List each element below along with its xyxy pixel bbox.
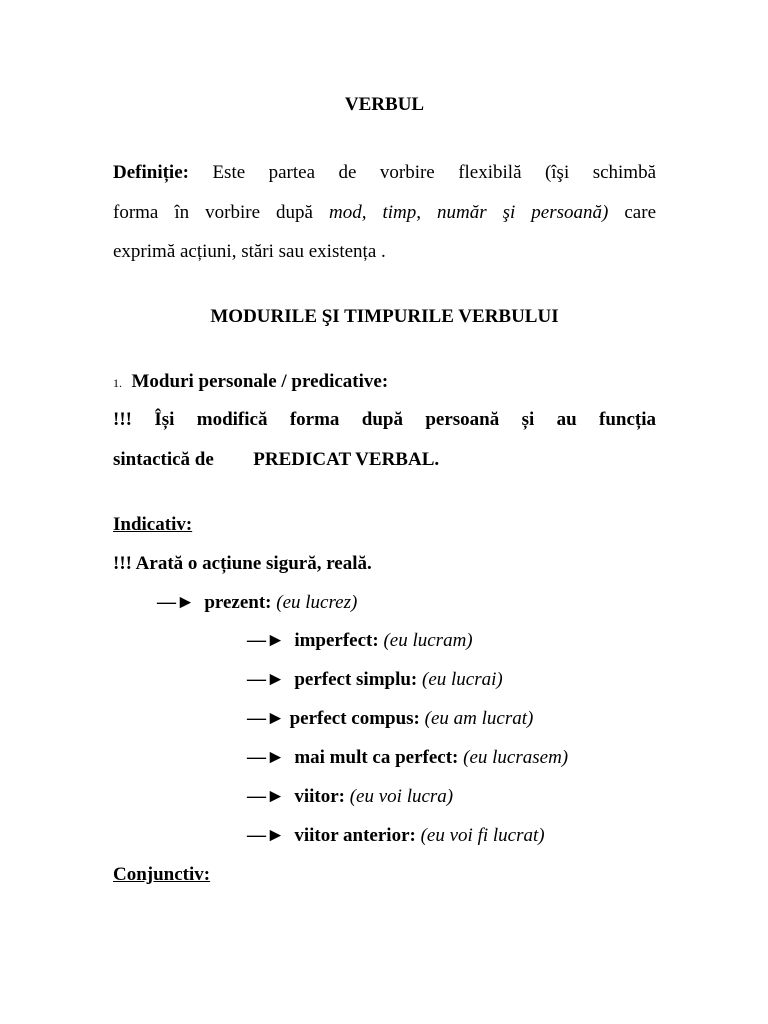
arrow-right-icon: —► <box>247 708 285 729</box>
definition-text-1: Este partea de vorbire flexibilă (îşi schimbă <box>212 162 657 183</box>
indicativ-heading: Indicativ: <box>113 514 193 535</box>
tense-example: (eu am lucrat) <box>424 708 534 729</box>
moduri-note-line-2 <box>113 448 656 472</box>
section-title: MODURILE ŞI TIMPURILE VERBULUI <box>210 306 559 327</box>
tense-example: (eu lucrez) <box>276 592 358 613</box>
definition-line-2 <box>113 201 656 225</box>
tense-example: (eu voi fi lucrat) <box>420 825 545 846</box>
tense-name: imperfect: <box>294 630 379 651</box>
tense-item <box>247 785 768 809</box>
tense-name: perfect compus: <box>289 708 420 729</box>
tense-name: mai mult ca perfect: <box>294 747 459 768</box>
definition-text-2-start: forma în vorbire după <box>113 202 313 223</box>
tense-item <box>247 629 768 653</box>
moduri-number: 1. <box>113 376 122 390</box>
tense-example: (eu lucram) <box>383 630 473 651</box>
moduri-note-text: Își modifică forma după persoană și au funcția <box>154 409 657 430</box>
arrow-right-icon: —► <box>247 630 285 651</box>
tense-example: (eu lucrasem) <box>463 747 569 768</box>
definition-label: Definiție: <box>113 162 189 183</box>
tense-example: (eu lucrai) <box>422 669 503 690</box>
arrow-right-icon: —► <box>247 786 285 807</box>
page-title: VERBUL <box>344 94 425 115</box>
moduri-note-start: sintactică de <box>113 449 214 470</box>
tense-item <box>247 707 768 731</box>
tense-name: perfect simplu: <box>294 669 418 690</box>
tense-item <box>247 824 768 848</box>
tense-name: viitor anterior: <box>294 825 416 846</box>
tense-item <box>247 668 768 692</box>
tense-example: (eu voi lucra) <box>349 786 454 807</box>
conjunctiv-heading: Conjunctiv: <box>113 864 211 885</box>
definition-line-1 <box>113 161 656 185</box>
definition-text-2-end: care <box>624 202 657 223</box>
moduri-note-end: PREDICAT VERBAL. <box>253 449 440 470</box>
moduri-note-line-1 <box>113 408 656 432</box>
indicativ-note: !!! Arată o acțiune sigură, reală. <box>113 553 372 574</box>
tense-name: prezent: <box>204 592 272 613</box>
tense-item <box>247 746 768 770</box>
arrow-right-icon: —► <box>247 747 285 768</box>
moduri-note-marks: !!! <box>113 409 132 430</box>
arrow-right-icon: —► <box>157 592 195 613</box>
tense-name: viitor: <box>294 786 345 807</box>
arrow-right-icon: —► <box>247 825 285 846</box>
arrow-right-icon: —► <box>247 669 285 690</box>
moduri-heading: Moduri personale / predicative: <box>131 371 389 392</box>
definition-text-2-italic: mod, timp, număr şi persoană) <box>328 202 609 223</box>
tense-item <box>157 591 700 615</box>
moduri-heading-line <box>113 370 656 395</box>
definition-line-3: exprimă acțiuni, stări sau existența . <box>113 241 386 262</box>
